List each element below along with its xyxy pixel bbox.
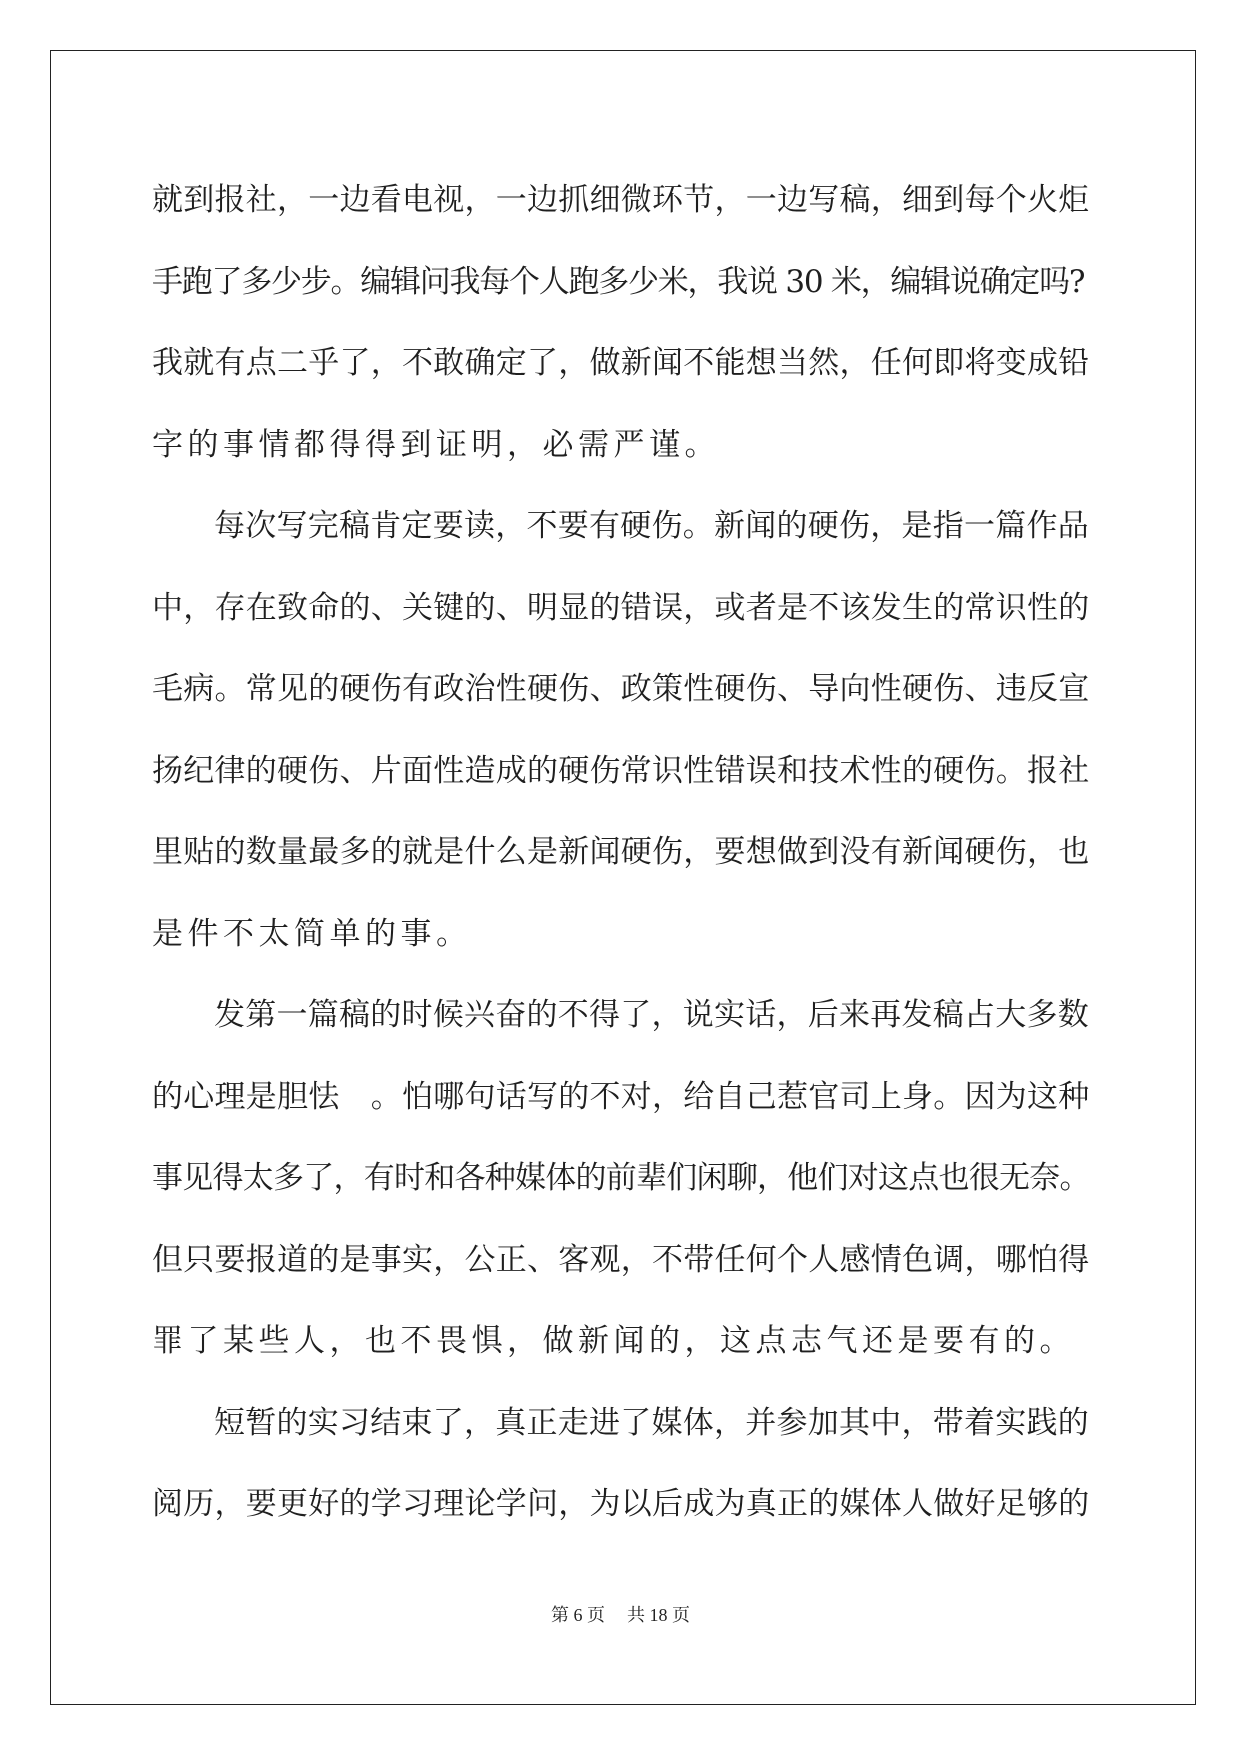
text-line: 我就有点二乎了，不敢确定了，做新闻不能想当然，任何即将变成铅 [152, 345, 1090, 381]
paragraph-1 [152, 160, 1092, 486]
total-pages: 共 18 页 [627, 1605, 690, 1625]
document-body [152, 160, 1092, 1546]
text-line: 里贴的数量最多的就是什么是新闻硬伤，要想做到没有新闻硬伤，也 [152, 834, 1090, 870]
text-line: 每次写完稿肯定要读，不要有硬伤。新闻的硬伤，是指一篇作品 [214, 508, 1089, 544]
page-number: 第 6 页 [551, 1605, 605, 1625]
text-line: 中，存在致命的、关键的、明显的错误，或者是不该发生的常识性的 [152, 589, 1090, 626]
paragraph-4 [152, 1383, 1092, 1546]
text-line: 但只要报道的是事实，公正、客观，不带任何个人感情色调，哪怕得 [152, 1241, 1090, 1278]
page-footer [0, 1601, 1241, 1627]
text-line: 手跑了多少步。编辑问我每个人跑多少米，我说 30 米，编辑说确定吗? [152, 263, 1085, 300]
text-line: 扬纪律的硬伤、片面性造成的硬伤常识性错误和技术性的硬伤。报社 [152, 752, 1090, 789]
text-line: 的心理是胆怯 。怕哪句话写的不对，给自己惹官司上身。因为这种 [152, 1078, 1090, 1115]
text-line: 毛病。常见的硬伤有政治性硬伤、政策性硬伤、导向性硬伤、违反宣 [152, 671, 1090, 707]
text-line: 罪了某些人，也不畏惧，做新闻的，这点志气还是要有的。 [152, 1323, 1075, 1359]
text-line: 发第一篇稿的时候兴奋的不得了，说实话，后来再发稿占大多数 [214, 997, 1089, 1033]
text-line: 字的事情都得得到证明，必需严谨。 [152, 426, 720, 463]
paragraph-3 [152, 975, 1092, 1383]
text-line: 事见得太多了，有时和各种媒体的前辈们闲聊，他们对这点也很无奈。 [152, 1160, 1090, 1196]
text-line: 阅历，要更好的学习理论学问，为以后成为真正的媒体人做好足够的 [152, 1486, 1090, 1522]
text-line: 就到报社，一边看电视，一边抓细微环节，一边写稿，细到每个火炬 [152, 182, 1090, 218]
text-line: 短暂的实习结束了，真正走进了媒体，并参加其中，带着实践的 [214, 1404, 1089, 1441]
paragraph-2 [152, 486, 1092, 975]
text-line: 是件不太简单的事。 [152, 915, 472, 952]
